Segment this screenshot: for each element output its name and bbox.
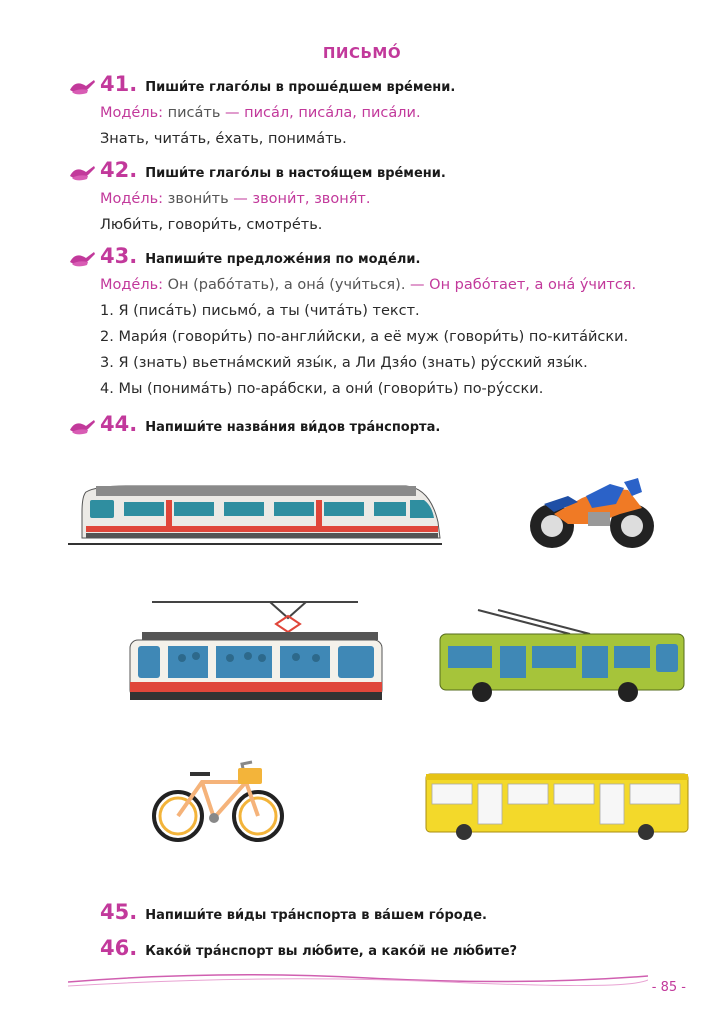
- model-line: [100, 186, 684, 212]
- exercise-instruction: Како́й тра́нспорт вы лю́бите, а како́й не лю́бите?: [145, 944, 518, 959]
- exercise-instruction: Пиши́те глаго́лы в проше́дшем вре́мени.: [145, 80, 456, 95]
- model-label: Моде́ль:: [100, 191, 164, 207]
- sentence: 1. Я (писа́ть) письмо́, а ты (чита́ть) текст.: [100, 303, 420, 319]
- exercise-44: [68, 412, 684, 440]
- model-line: [100, 272, 684, 298]
- exercise-instruction: Напиши́те назва́ния ви́дов тра́нспорта.: [145, 420, 441, 435]
- model-given: звони́ть: [167, 191, 229, 207]
- sentence: 2. Мари́я (говори́ть) по-англи́йски, а её муж (говори́ть) по-кита́йски.: [100, 329, 629, 345]
- exercise-41: [68, 72, 684, 152]
- task-line: Люби́ть, говори́ть, смотре́ть.: [100, 217, 323, 233]
- footer-divider: [68, 968, 648, 990]
- writing-hand-icon: [68, 162, 96, 182]
- exercise-number: 44.: [100, 412, 138, 436]
- tram-illustration: [120, 598, 388, 708]
- trolleybus-illustration: [430, 606, 690, 702]
- writing-hand-icon: [68, 416, 96, 436]
- exercise-instruction: Напиши́те предложе́ния по моде́ли.: [145, 252, 421, 267]
- model-line: [100, 100, 684, 126]
- model-answer: — звони́т, звоня́т.: [233, 191, 371, 207]
- bus-illustration: [424, 770, 690, 840]
- exercise-number: 46.: [100, 936, 138, 960]
- motorcycle-illustration: [524, 474, 660, 552]
- exercise-number: 41.: [100, 72, 138, 96]
- model-given: Он (рабо́тать), а она́ (учи́ться).: [167, 277, 406, 293]
- model-answer: — Он рабо́тает, а она́ у́чится.: [410, 277, 637, 293]
- task-line: Знать, чита́ть, е́хать, понима́ть.: [100, 131, 347, 147]
- bicycle-illustration: [150, 752, 286, 848]
- exercise-46: [68, 936, 684, 964]
- exercise-42: [68, 158, 684, 238]
- model-label: Моде́ль:: [100, 277, 164, 293]
- model-given: писа́ть: [167, 105, 221, 121]
- sentence: 3. Я (знать) вьетна́мский язы́к, а Ли Дзя́о (знать) ру́сский язы́к.: [100, 355, 588, 371]
- exercise-number: 45.: [100, 900, 138, 924]
- exercise-45: [68, 900, 684, 928]
- writing-hand-icon: [68, 76, 96, 96]
- page-number: - 85 -: [651, 980, 686, 995]
- train-illustration: [66, 482, 444, 548]
- model-answer: — писа́л, писа́ла, писа́ли.: [225, 105, 421, 121]
- sentence: 4. Мы (понима́ть) по-ара́бски, а они́ (говори́ть) по-ру́сски.: [100, 381, 544, 397]
- exercise-43: [68, 244, 684, 402]
- exercise-number: 43.: [100, 244, 138, 268]
- section-title: ПИСЬМО́: [322, 44, 402, 62]
- exercise-instruction: Пиши́те глаго́лы в настоя́щем вре́мени.: [145, 166, 446, 181]
- exercise-number: 42.: [100, 158, 138, 182]
- model-label: Моде́ль:: [100, 105, 164, 121]
- exercise-instruction: Напиши́те ви́ды тра́нспорта в ва́шем го́роде.: [145, 908, 487, 923]
- writing-hand-icon: [68, 248, 96, 268]
